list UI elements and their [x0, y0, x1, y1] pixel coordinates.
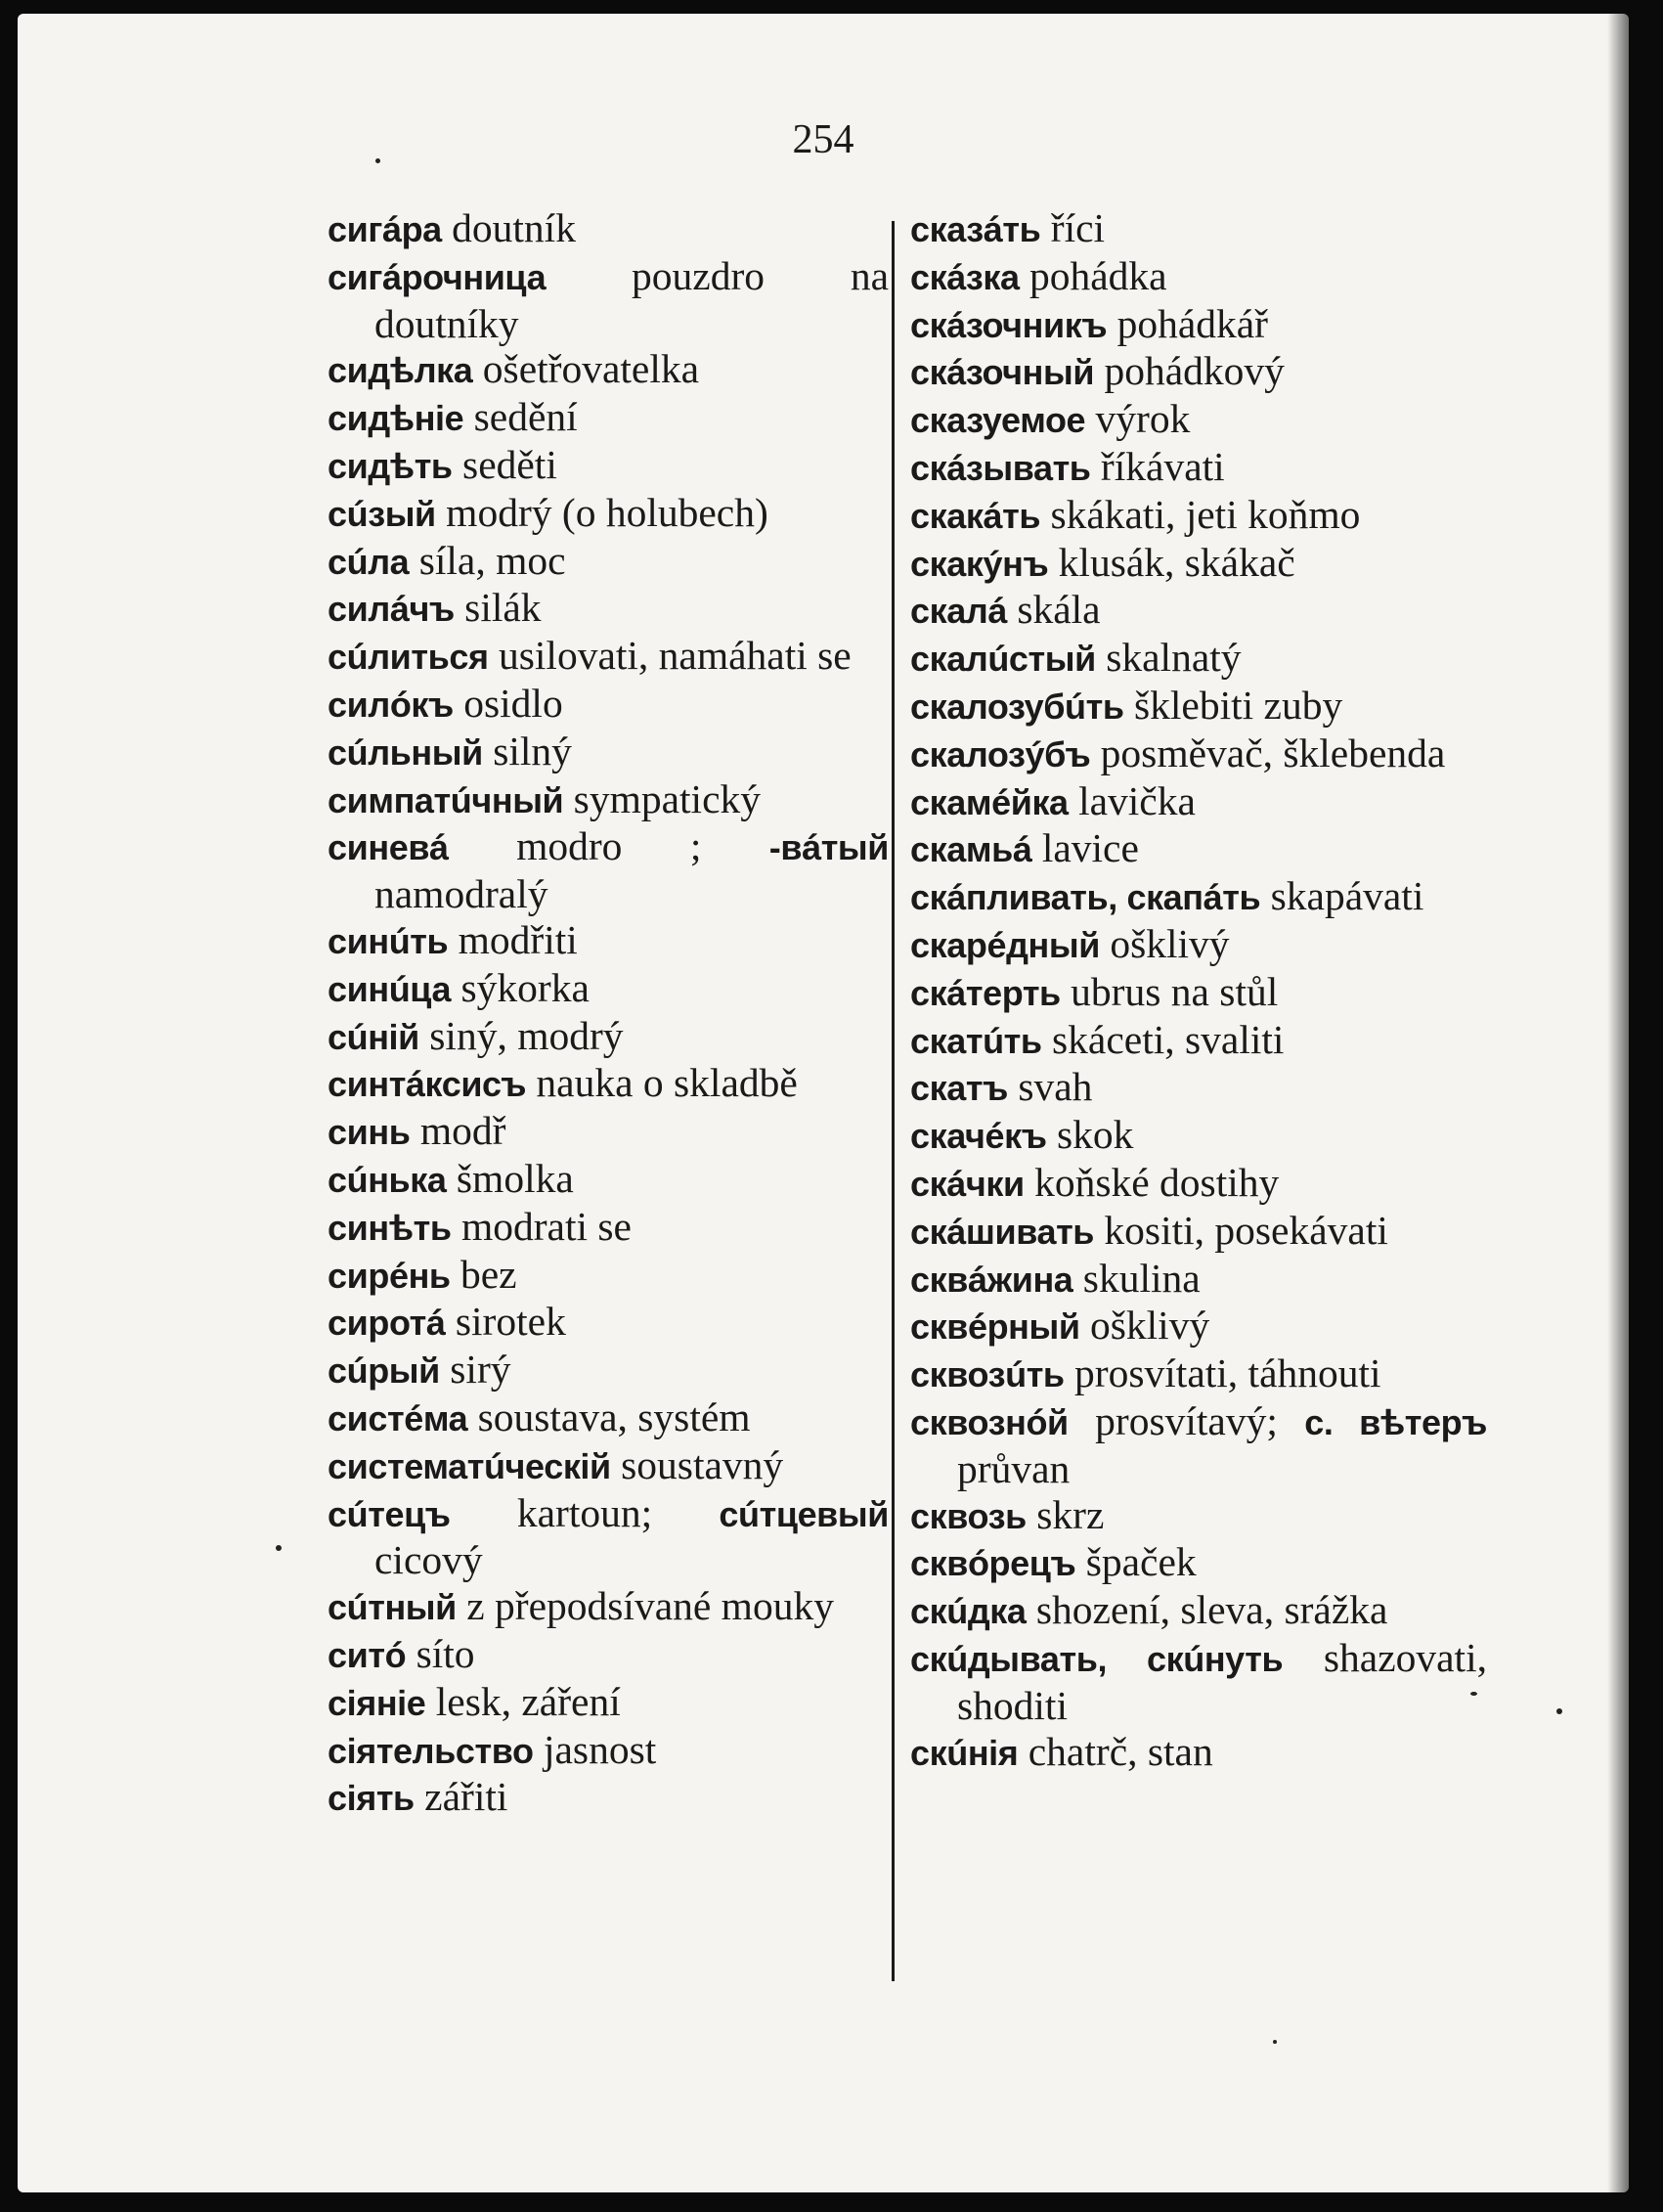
- translation: skulina: [1082, 1255, 1201, 1301]
- dictionary-entry: [910, 1587, 1487, 1635]
- translation: sympatický: [573, 775, 762, 821]
- translation: skapávati: [1270, 873, 1424, 919]
- headword: сúрый: [328, 1350, 440, 1392]
- headword: сказуемое: [910, 400, 1086, 441]
- dictionary-entry: [328, 965, 889, 1013]
- headword: скалá: [910, 591, 1007, 632]
- translation: skála: [1017, 587, 1101, 633]
- headword: скарéдный: [910, 924, 1100, 965]
- dictionary-entry: [328, 1252, 889, 1300]
- translation: sýkorka: [460, 964, 590, 1010]
- headword: скамéйка: [910, 781, 1069, 822]
- translation: seděti: [462, 441, 557, 487]
- left-column: [328, 205, 889, 1822]
- dictionary-entry: [910, 825, 1487, 873]
- translation: síto: [416, 1630, 475, 1676]
- dictionary-entry: [910, 1729, 1487, 1777]
- translation: soustava, systém: [477, 1394, 751, 1439]
- headword: скамьá: [910, 829, 1032, 870]
- headword: синь: [328, 1112, 411, 1153]
- dictionary-entry: [910, 969, 1487, 1017]
- dictionary-entry: [328, 585, 889, 633]
- headword: синтáксисъ: [328, 1064, 527, 1105]
- headword: скáшивать: [910, 1211, 1095, 1252]
- dictionary-entry: [910, 1208, 1487, 1256]
- translation: klusák, skákač: [1058, 539, 1295, 585]
- dictionary-entry: [328, 1727, 889, 1775]
- translation: modrati se: [460, 1203, 632, 1249]
- translation: z přepodsívané mouky: [466, 1583, 834, 1629]
- headword: сквозúть: [910, 1354, 1065, 1395]
- dictionary-entry: [328, 346, 889, 394]
- dictionary-entry: [328, 490, 889, 538]
- headword: систéма: [328, 1397, 468, 1438]
- headword: скáчки: [910, 1163, 1025, 1204]
- scan-speck: [1556, 1708, 1562, 1714]
- dictionary-entry: [328, 1442, 889, 1490]
- headword: скакýнъ: [910, 543, 1049, 584]
- dictionary-entry: [910, 873, 1487, 921]
- headword: сúтный: [328, 1587, 457, 1628]
- page-number: 254: [792, 117, 854, 162]
- dictionary-entry: [910, 1492, 1487, 1540]
- headword: сидѣть: [328, 445, 453, 486]
- dictionary-entry: [910, 1112, 1487, 1160]
- dictionary-entry: [328, 1774, 889, 1822]
- dictionary-entry: [328, 1583, 889, 1631]
- dictionary-entry: [910, 1635, 1487, 1729]
- translation: ošetřovatelka: [482, 346, 700, 392]
- translation: zářiti: [424, 1774, 508, 1820]
- dictionary-entry: [910, 1539, 1487, 1587]
- translation: silák: [464, 585, 542, 631]
- dictionary-entry: [328, 538, 889, 586]
- translation: špaček: [1085, 1539, 1197, 1585]
- translation: prosvítati, táhnouti: [1074, 1350, 1381, 1396]
- translation: skákati, jeti koňmo: [1050, 491, 1361, 537]
- translation: namodralý: [374, 871, 548, 917]
- translation: průvan: [957, 1445, 1071, 1491]
- headword: скатúть: [910, 1020, 1042, 1061]
- dictionary-entry: [328, 633, 889, 681]
- headword: синúца: [328, 968, 452, 1009]
- dictionary-entry: [328, 681, 889, 729]
- headword: скáзка: [910, 256, 1020, 297]
- translation: jasnost: [543, 1726, 657, 1772]
- headword: скакáть: [910, 495, 1041, 536]
- headword: сúлиться: [328, 637, 489, 678]
- translation: usilovati, namáhati se: [498, 633, 852, 679]
- translation: svah: [1018, 1064, 1093, 1110]
- right-column: [910, 205, 1487, 1776]
- translation: skrz: [1036, 1491, 1105, 1537]
- headword: скáзочникъ: [910, 304, 1108, 345]
- dictionary-entry: [328, 1490, 889, 1584]
- headword: сидѣніе: [328, 398, 464, 439]
- translation: sirotek: [455, 1299, 566, 1345]
- headword: скúдка: [910, 1591, 1027, 1632]
- dictionary-entry: [910, 1017, 1487, 1065]
- translation: modro ;: [516, 823, 702, 869]
- headword: сіять: [328, 1778, 415, 1819]
- translation: ošklivý: [1110, 920, 1230, 966]
- translation: doutník: [452, 205, 576, 250]
- dictionary-entry: [328, 917, 889, 965]
- translation: shození, sleva, srážka: [1035, 1587, 1388, 1633]
- dictionary-entry: [910, 1398, 1487, 1492]
- dictionary-entry: [910, 1064, 1487, 1112]
- headword: скалозýбъ: [910, 733, 1091, 774]
- dictionary-entry: [910, 444, 1487, 492]
- translation: lavice: [1041, 825, 1139, 871]
- dictionary-entry: [328, 729, 889, 776]
- translation: říci: [1050, 205, 1106, 250]
- dictionary-entry: [910, 253, 1487, 301]
- headword: скáзывать: [910, 447, 1091, 488]
- headword: сигáрочница: [328, 256, 547, 297]
- translation: výrok: [1095, 396, 1191, 442]
- page-edge-shadow: [1607, 14, 1629, 2192]
- headword: сіяніе: [328, 1682, 426, 1723]
- headword: сидѣлка: [328, 350, 473, 391]
- headword: сиротá: [328, 1303, 446, 1344]
- dictionary-entry: [910, 301, 1487, 349]
- dictionary-entry: [910, 635, 1487, 683]
- translation: pohádkový: [1104, 348, 1285, 394]
- headword: синúть: [328, 920, 449, 961]
- headword: скáзочный: [910, 352, 1095, 393]
- column-divider: [892, 221, 895, 1981]
- dictionary-entry: [328, 1299, 889, 1347]
- dictionary-entry: [328, 776, 889, 824]
- headword: скáпливать, скапáть: [910, 877, 1261, 918]
- scan-speck: [276, 1545, 282, 1551]
- dictionary-entry: [910, 540, 1487, 588]
- headword: скалúстый: [910, 639, 1096, 680]
- headword: сіятельство: [328, 1730, 534, 1771]
- translation: cicový: [374, 1537, 483, 1583]
- headword: сирéнь: [328, 1255, 451, 1296]
- headword: сúзый: [328, 493, 436, 534]
- translation: šklebiti zuby: [1133, 682, 1343, 728]
- dictionary-entry: [910, 730, 1487, 778]
- scan-speck: [1273, 2040, 1277, 2044]
- translation: modř: [419, 1108, 506, 1154]
- dictionary-entry: [910, 1350, 1487, 1398]
- translation: soustavný: [621, 1441, 784, 1487]
- dictionary-entry: [328, 442, 889, 490]
- headword: скáтерть: [910, 972, 1061, 1013]
- dictionary-entry: [910, 1256, 1487, 1304]
- dictionary-entry: [328, 823, 889, 917]
- dictionary-entry: [328, 253, 889, 347]
- dictionary-entry: [328, 394, 889, 442]
- dictionary-entry: [910, 1303, 1487, 1350]
- dictionary-entry: [910, 396, 1487, 444]
- translation: ubrus na stůl: [1071, 968, 1279, 1014]
- dictionary-entry: [910, 1160, 1487, 1208]
- headword: скатъ: [910, 1068, 1008, 1109]
- scan-speck: [375, 158, 380, 163]
- headword: сúльный: [328, 731, 483, 773]
- translation: shazovati, shoditi: [957, 1634, 1487, 1728]
- dictionary-entry: [910, 683, 1487, 730]
- dictionary-entry: [328, 205, 889, 253]
- headword: силáчъ: [328, 589, 455, 630]
- translation: skalnatý: [1106, 635, 1242, 681]
- translation: ošklivý: [1089, 1303, 1210, 1349]
- headword: сквознóй: [910, 1401, 1069, 1442]
- translation: bez: [460, 1251, 517, 1297]
- dictionary-entry: [328, 1156, 889, 1204]
- translation: lesk, záření: [435, 1678, 621, 1724]
- translation: pohádka: [1028, 252, 1167, 298]
- headword: сказáть: [910, 209, 1041, 249]
- dictionary-page: [18, 14, 1629, 2192]
- dictionary-entry: [910, 492, 1487, 540]
- headword: скúнія: [910, 1732, 1019, 1773]
- translation: kartoun;: [516, 1489, 653, 1535]
- dictionary-entry: [328, 1060, 889, 1108]
- translation: skáceti, svaliti: [1052, 1016, 1285, 1062]
- translation: pohádkář: [1116, 300, 1268, 346]
- headword: сквóрецъ: [910, 1543, 1076, 1584]
- translation: prosvítavý;: [1095, 1397, 1278, 1443]
- headword: силóкъ: [328, 684, 454, 725]
- headword: -вáтый: [768, 827, 890, 868]
- headword: сúтцевый: [719, 1493, 889, 1534]
- headword: скалозубúть: [910, 686, 1124, 727]
- translation: modřiti: [458, 916, 578, 962]
- translation: pouzdro na doutníky: [374, 252, 889, 346]
- headword: с. вѣтеръ: [1304, 1401, 1487, 1442]
- headword: сквéрный: [910, 1306, 1080, 1348]
- dictionary-entry: [328, 1394, 889, 1442]
- translation: lavička: [1078, 777, 1196, 823]
- headword: симпатúчный: [328, 779, 564, 820]
- headword: сúтецъ: [328, 1493, 451, 1534]
- translation: siný, modrý: [429, 1012, 624, 1058]
- translation: sedění: [473, 394, 578, 440]
- translation: osidlo: [463, 680, 563, 726]
- scan-speck: [1470, 1692, 1477, 1696]
- headword: систематúческій: [328, 1445, 611, 1486]
- translation: nauka o skladbě: [536, 1060, 798, 1106]
- dictionary-entry: [328, 1108, 889, 1156]
- headword: синѣть: [328, 1207, 452, 1248]
- dictionary-entry: [910, 348, 1487, 396]
- translation: říkávati: [1100, 443, 1225, 489]
- translation: koňské dostihy: [1034, 1159, 1280, 1205]
- translation: sirý: [450, 1347, 511, 1393]
- dictionary-entry: [328, 1679, 889, 1727]
- headword: ситó: [328, 1634, 407, 1675]
- dictionary-entry: [910, 921, 1487, 969]
- translation: kositi, posekávati: [1104, 1207, 1388, 1253]
- headword: сквáжина: [910, 1259, 1073, 1300]
- headword: сúнька: [328, 1159, 447, 1200]
- translation: chatrč, stan: [1028, 1728, 1213, 1774]
- headword: скúдывать, скúнуть: [910, 1638, 1284, 1679]
- translation: síla, moc: [418, 537, 566, 583]
- dictionary-entry: [328, 1013, 889, 1061]
- headword: скачéкъ: [910, 1116, 1047, 1157]
- dictionary-entry: [910, 205, 1487, 253]
- translation: modrý (o holubech): [446, 489, 768, 535]
- headword: сигáра: [328, 209, 442, 249]
- dictionary-entry: [328, 1204, 889, 1252]
- translation: silný: [493, 728, 572, 774]
- headword: сквозь: [910, 1495, 1027, 1536]
- dictionary-entry: [328, 1631, 889, 1679]
- translation: šmolka: [456, 1155, 574, 1201]
- dictionary-entry: [328, 1347, 889, 1394]
- dictionary-entry: [910, 587, 1487, 635]
- translation: skok: [1056, 1112, 1134, 1158]
- dictionary-entry: [910, 778, 1487, 826]
- headword: сúній: [328, 1016, 419, 1057]
- headword: синевá: [328, 827, 449, 868]
- translation: posměvač, šklebenda: [1100, 730, 1446, 775]
- headword: сúла: [328, 541, 410, 582]
